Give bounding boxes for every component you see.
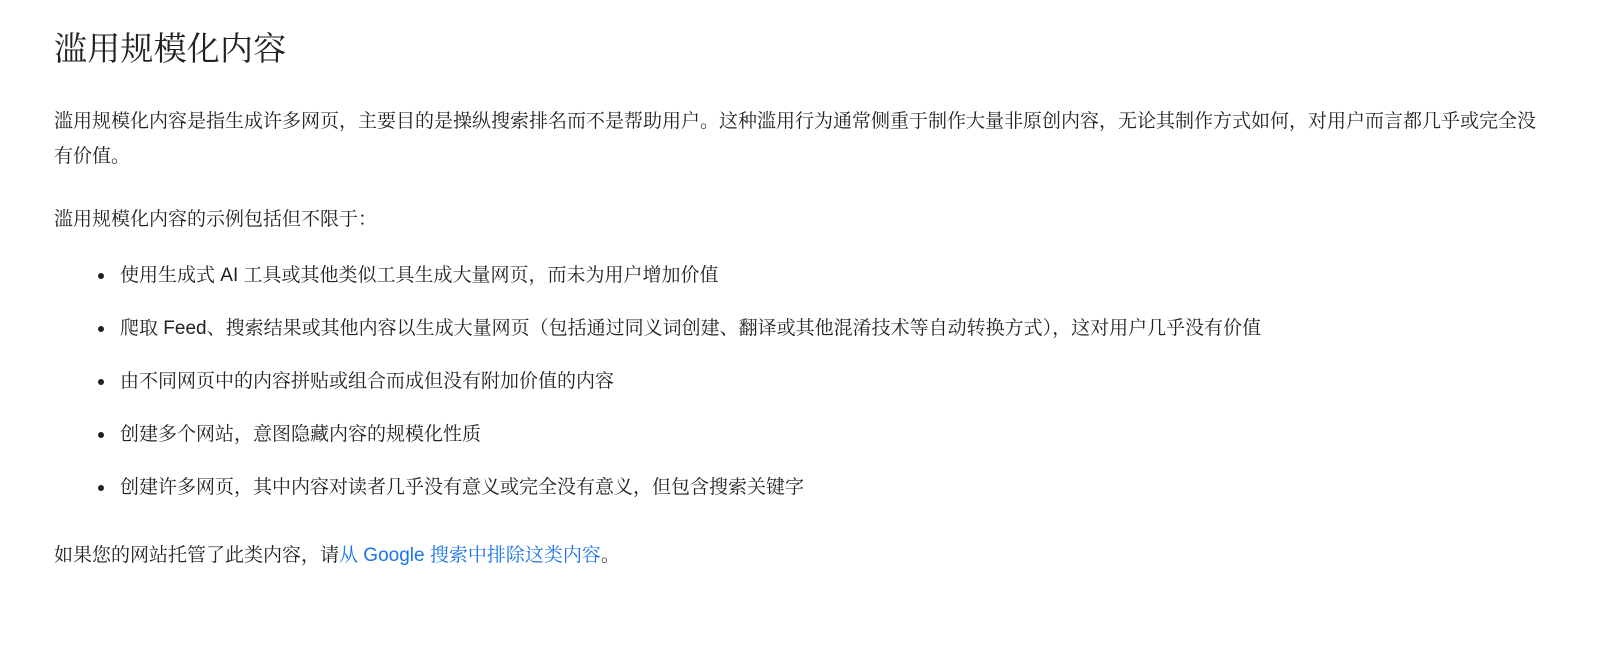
list-item-text: 由不同网页中的内容拼贴或组合而成但没有附加价值的内容 [120,371,615,392]
closing-prefix: 如果您的网站托管了此类内容，请 [54,545,340,566]
list-item-text: 创建许多网页，其中内容对读者几乎没有意义或完全没有意义，但包含搜索关键字 [120,477,805,498]
closing-suffix: 。 [600,545,620,566]
intro-paragraph: 滥用规模化内容是指生成许多网页，主要目的是操纵搜索排名而不是帮助用户。这种滥用行为通常侧重于制作大量非原创内容，无论其制作方式如何，对用户而言都几乎或完全没有价值。 [54,111,1537,167]
exclude-content-link[interactable]: 从 Google 搜索中排除这类内容 [339,545,601,566]
examples-list [54,259,1552,504]
closing-paragraph [54,538,1552,573]
list-item [98,471,1552,504]
examples-lead-paragraph: 滥用规模化内容的示例包括但不限于： [54,209,378,230]
list-item [98,365,1552,398]
list-item-text: 使用生成式 AI 工具或其他类似工具生成大量网页，而未为用户增加价值 [120,265,719,286]
list-item-text: 创建多个网站，意图隐藏内容的规模化性质 [120,424,482,445]
page-title: 滥用规模化内容 [54,30,287,67]
list-item-text: 爬取 Feed、搜索结果或其他内容以生成大量网页（包括通过同义词创建、翻译或其他混淆技术等自动转换方式），这对用户几乎没有价值 [120,318,1262,339]
list-item [98,259,1552,292]
list-item [98,418,1552,451]
list-item [98,312,1552,345]
